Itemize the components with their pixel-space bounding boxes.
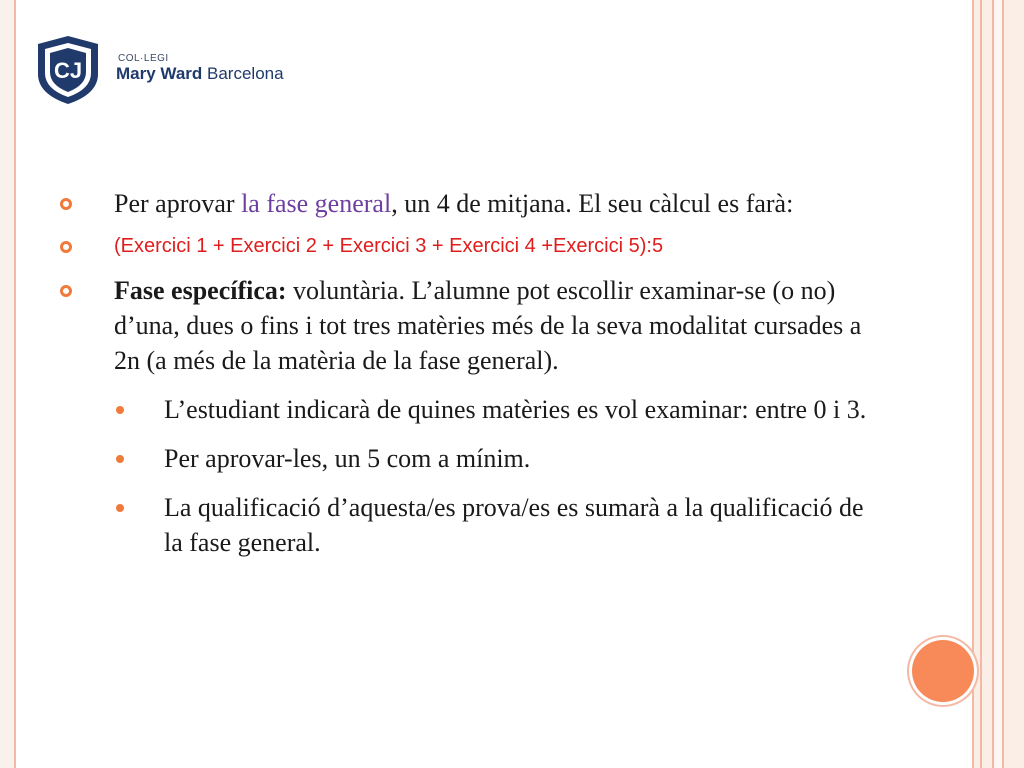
highlighted-term: la fase general xyxy=(241,189,392,218)
sub-bullet-item xyxy=(60,441,880,476)
bullet-item xyxy=(60,186,880,221)
left-decor-line xyxy=(14,0,16,768)
dot-bullet-icon xyxy=(116,504,124,512)
dot-bullet-icon xyxy=(116,406,124,414)
formula-text: (Exercici 1 + Exercici 2 + Exercici 3 + Exercici 4 +Exercici 5):5 xyxy=(114,235,664,257)
formula-bullet xyxy=(60,231,880,261)
sub-bullet-text: La qualificació d’aquesta/es prova/es es sumarà a la qualificació de la fase general. xyxy=(164,493,864,557)
right-decor-stripe xyxy=(1004,0,1024,768)
shield-logo-icon xyxy=(36,34,100,106)
right-decor-stripe xyxy=(994,0,1002,768)
bullet-text-suffix: , un 4 de mitjana. El seu càlcul es farà: xyxy=(391,189,794,218)
bullet-item xyxy=(60,273,880,378)
sub-bullet-text: L’estudiant indicarà de quines matèries es vol examinar: entre 0 i 3. xyxy=(164,395,867,424)
slide-content xyxy=(60,186,880,560)
logo-school-name xyxy=(116,64,284,84)
logo-small-text: COL·LEGI xyxy=(118,53,169,64)
ring-bullet-icon xyxy=(60,285,72,297)
logo-name-bold: Mary Ward xyxy=(116,64,203,83)
sub-bullet-item xyxy=(60,392,880,427)
logo-name-light: Barcelona xyxy=(202,64,284,83)
ring-bullet-icon xyxy=(60,198,72,210)
bullet-text: voluntària. L’alumne pot escollir examinar-se (o no) d’una, dues o fins i tot tres matèries més de la seva modalitat cursades a 2n (a més de la matèria de la fase general). xyxy=(114,276,862,375)
ring-bullet-icon xyxy=(60,241,72,253)
bullet-text-prefix: Per aprovar xyxy=(114,189,242,218)
decorative-circle xyxy=(912,640,974,702)
bullet-bold-label: Fase específica: xyxy=(114,276,287,305)
right-decor-stripe xyxy=(982,0,992,768)
svg-text:CJ: CJ xyxy=(53,58,83,83)
dot-bullet-icon xyxy=(116,455,124,463)
school-logo xyxy=(36,34,316,108)
sub-bullet-item xyxy=(60,490,880,560)
left-decor-band xyxy=(0,0,14,768)
sub-bullet-text: Per aprovar-les, un 5 com a mínim. xyxy=(164,444,531,473)
